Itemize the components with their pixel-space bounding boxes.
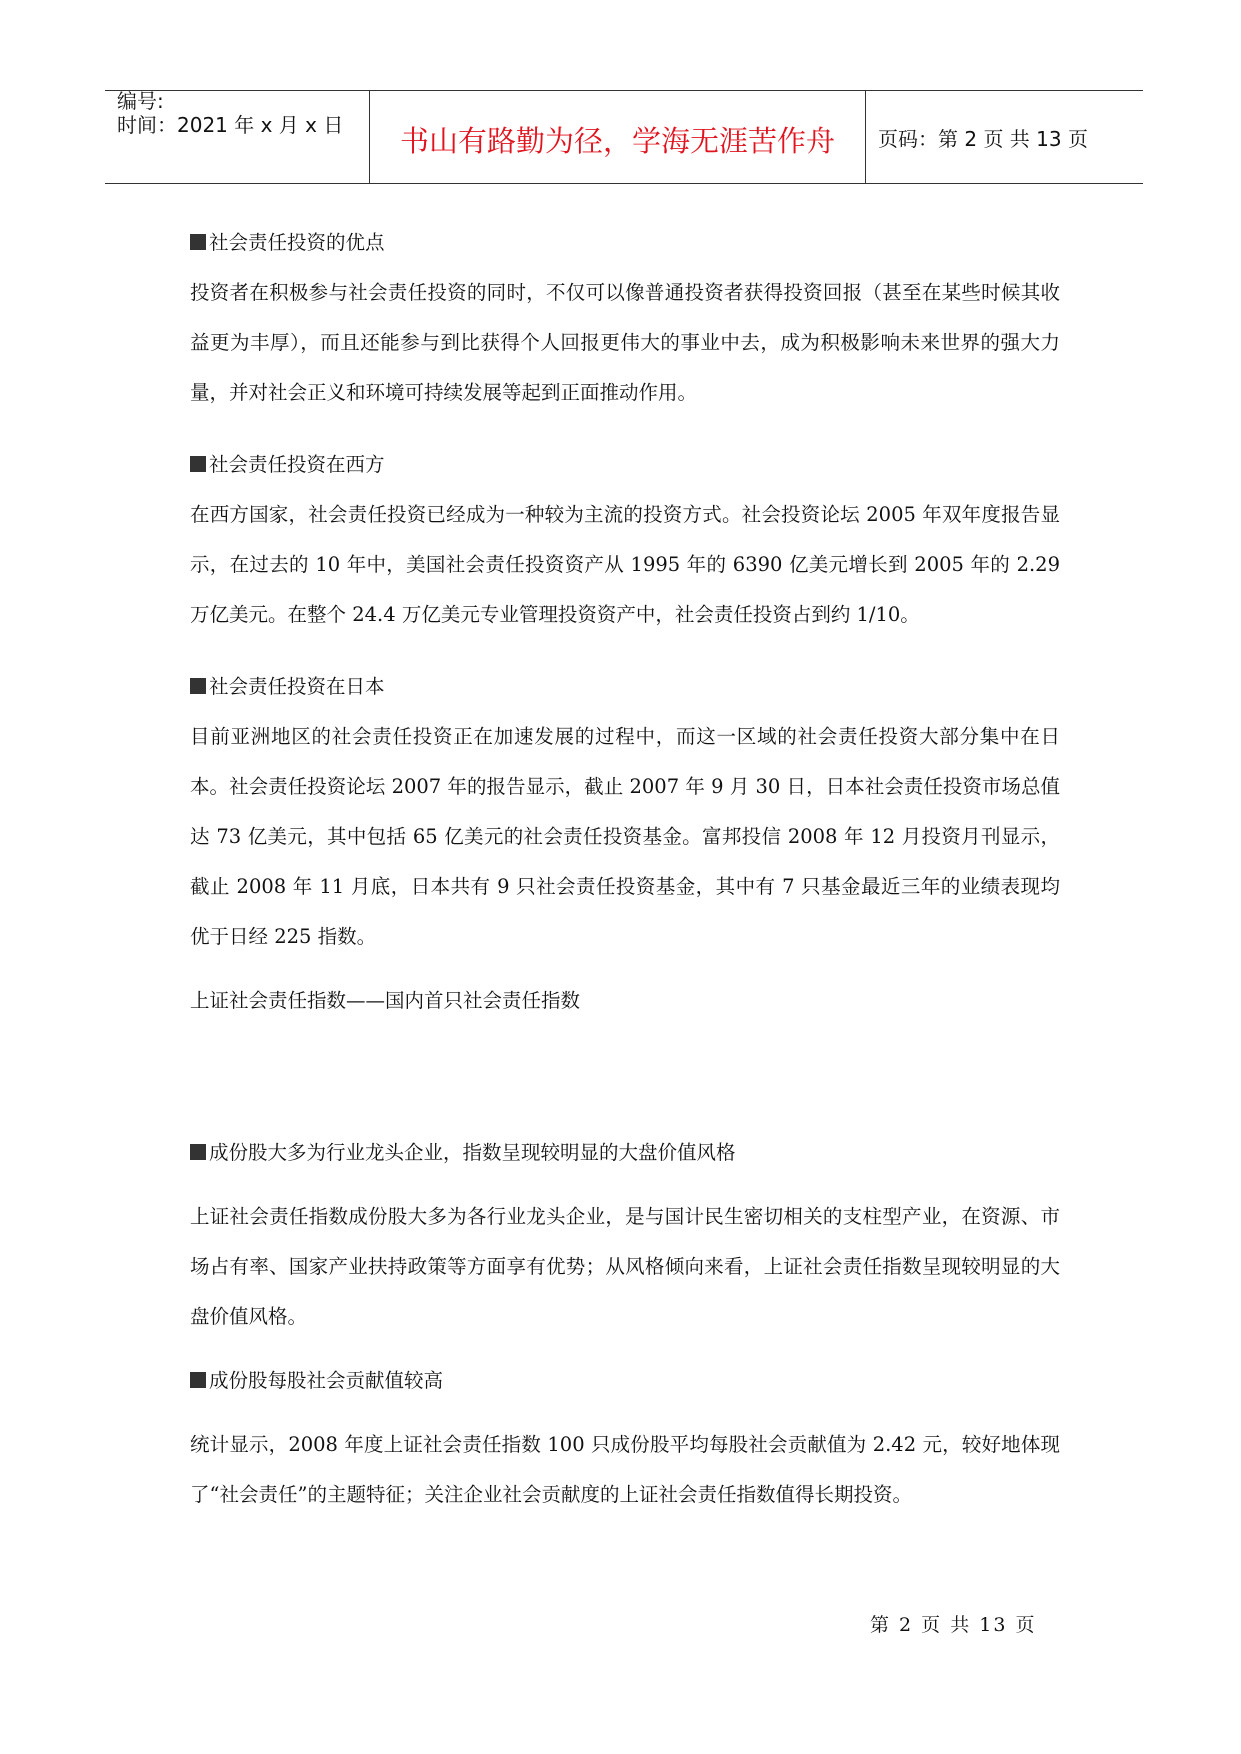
section-paragraph: 在西方国家，社会责任投资已经成为一种较为主流的投资方式。社会投资论坛 2005 年双年度报告显示，在过去的 10 年中，美国社会责任投资资产从 1995 年的 6390 亿美元增长到 2005 年的 2.29 万亿美元。在整个 24.4 万亿美元专业管理投资资产中，社会责任投资占到约 1/10。 bbox=[190, 503, 1060, 626]
document-body bbox=[190, 218, 1060, 1520]
time-label: 时间：2021 年 x 月 x 日 bbox=[117, 113, 344, 137]
section-heading: 社会责任投资的优点 bbox=[190, 218, 1060, 268]
header-slogan-cell bbox=[369, 91, 866, 183]
square-bullet-icon bbox=[190, 1372, 206, 1388]
square-bullet-icon bbox=[190, 1144, 206, 1160]
section-heading: 成份股每股社会贡献值较高 bbox=[190, 1356, 1060, 1406]
square-bullet-icon bbox=[190, 456, 206, 472]
section-paragraph: 投资者在积极参与社会责任投资的同时，不仅可以像普通投资者获得投资回报（甚至在某些时候其收益更为丰厚），而且还能参与到比获得个人回报更伟大的事业中去，成为积极影响未来世界的强大力量，并对社会正义和环境可持续发展等起到正面推动作用。 bbox=[190, 281, 1060, 404]
slogan: 书山有路勤为径，学海无涯苦作舟 bbox=[399, 124, 835, 158]
number-label: 编号: bbox=[117, 89, 164, 113]
square-bullet-icon bbox=[190, 678, 206, 694]
header-left-cell bbox=[105, 91, 369, 183]
page-label: 页码：第 2 页 共 13 页 bbox=[878, 127, 1088, 151]
document-header bbox=[105, 90, 1143, 184]
subtitle: 上证社会责任指数——国内首只社会责任指数 bbox=[190, 989, 581, 1012]
section-heading: 社会责任投资在日本 bbox=[190, 662, 1060, 712]
section-paragraph: 统计显示，2008 年度上证社会责任指数 100 只成份股平均每股社会贡献值为 2.42 元，较好地体现了“社会责任”的主题特征；关注企业社会贡献度的上证社会责任指数值得长期投资。 bbox=[190, 1433, 1060, 1506]
section-heading: 成份股大多为行业龙头企业，指数呈现较明显的大盘价值风格 bbox=[190, 1128, 1060, 1178]
section-heading: 社会责任投资在西方 bbox=[190, 440, 1060, 490]
square-bullet-icon bbox=[190, 234, 206, 250]
header-right-cell bbox=[866, 91, 1143, 183]
section-paragraph: 上证社会责任指数成份股大多为各行业龙头企业，是与国计民生密切相关的支柱型产业，在资源、市场占有率、国家产业扶持政策等方面享有优势；从风格倾向来看，上证社会责任指数呈现较明显的大盘价值风格。 bbox=[190, 1205, 1060, 1328]
page-footer: 第 2 页 共 13 页 bbox=[870, 1614, 1037, 1636]
section-paragraph: 目前亚洲地区的社会责任投资正在加速发展的过程中，而这一区域的社会责任投资大部分集中在日本。社会责任投资论坛 2007 年的报告显示，截止 2007 年 9 月 30 日，日本社会责任投资市场总值达 73 亿美元，其中包括 65 亿美元的社会责任投资基金。富邦投信 2008 年 12 月投资月刊显示，截止 2008 年 11 月底，日本共有 9 只社会责任投资基金，其中有 7 只基金最近三年的业绩表现均优于日经 225 指数。 bbox=[190, 725, 1060, 948]
